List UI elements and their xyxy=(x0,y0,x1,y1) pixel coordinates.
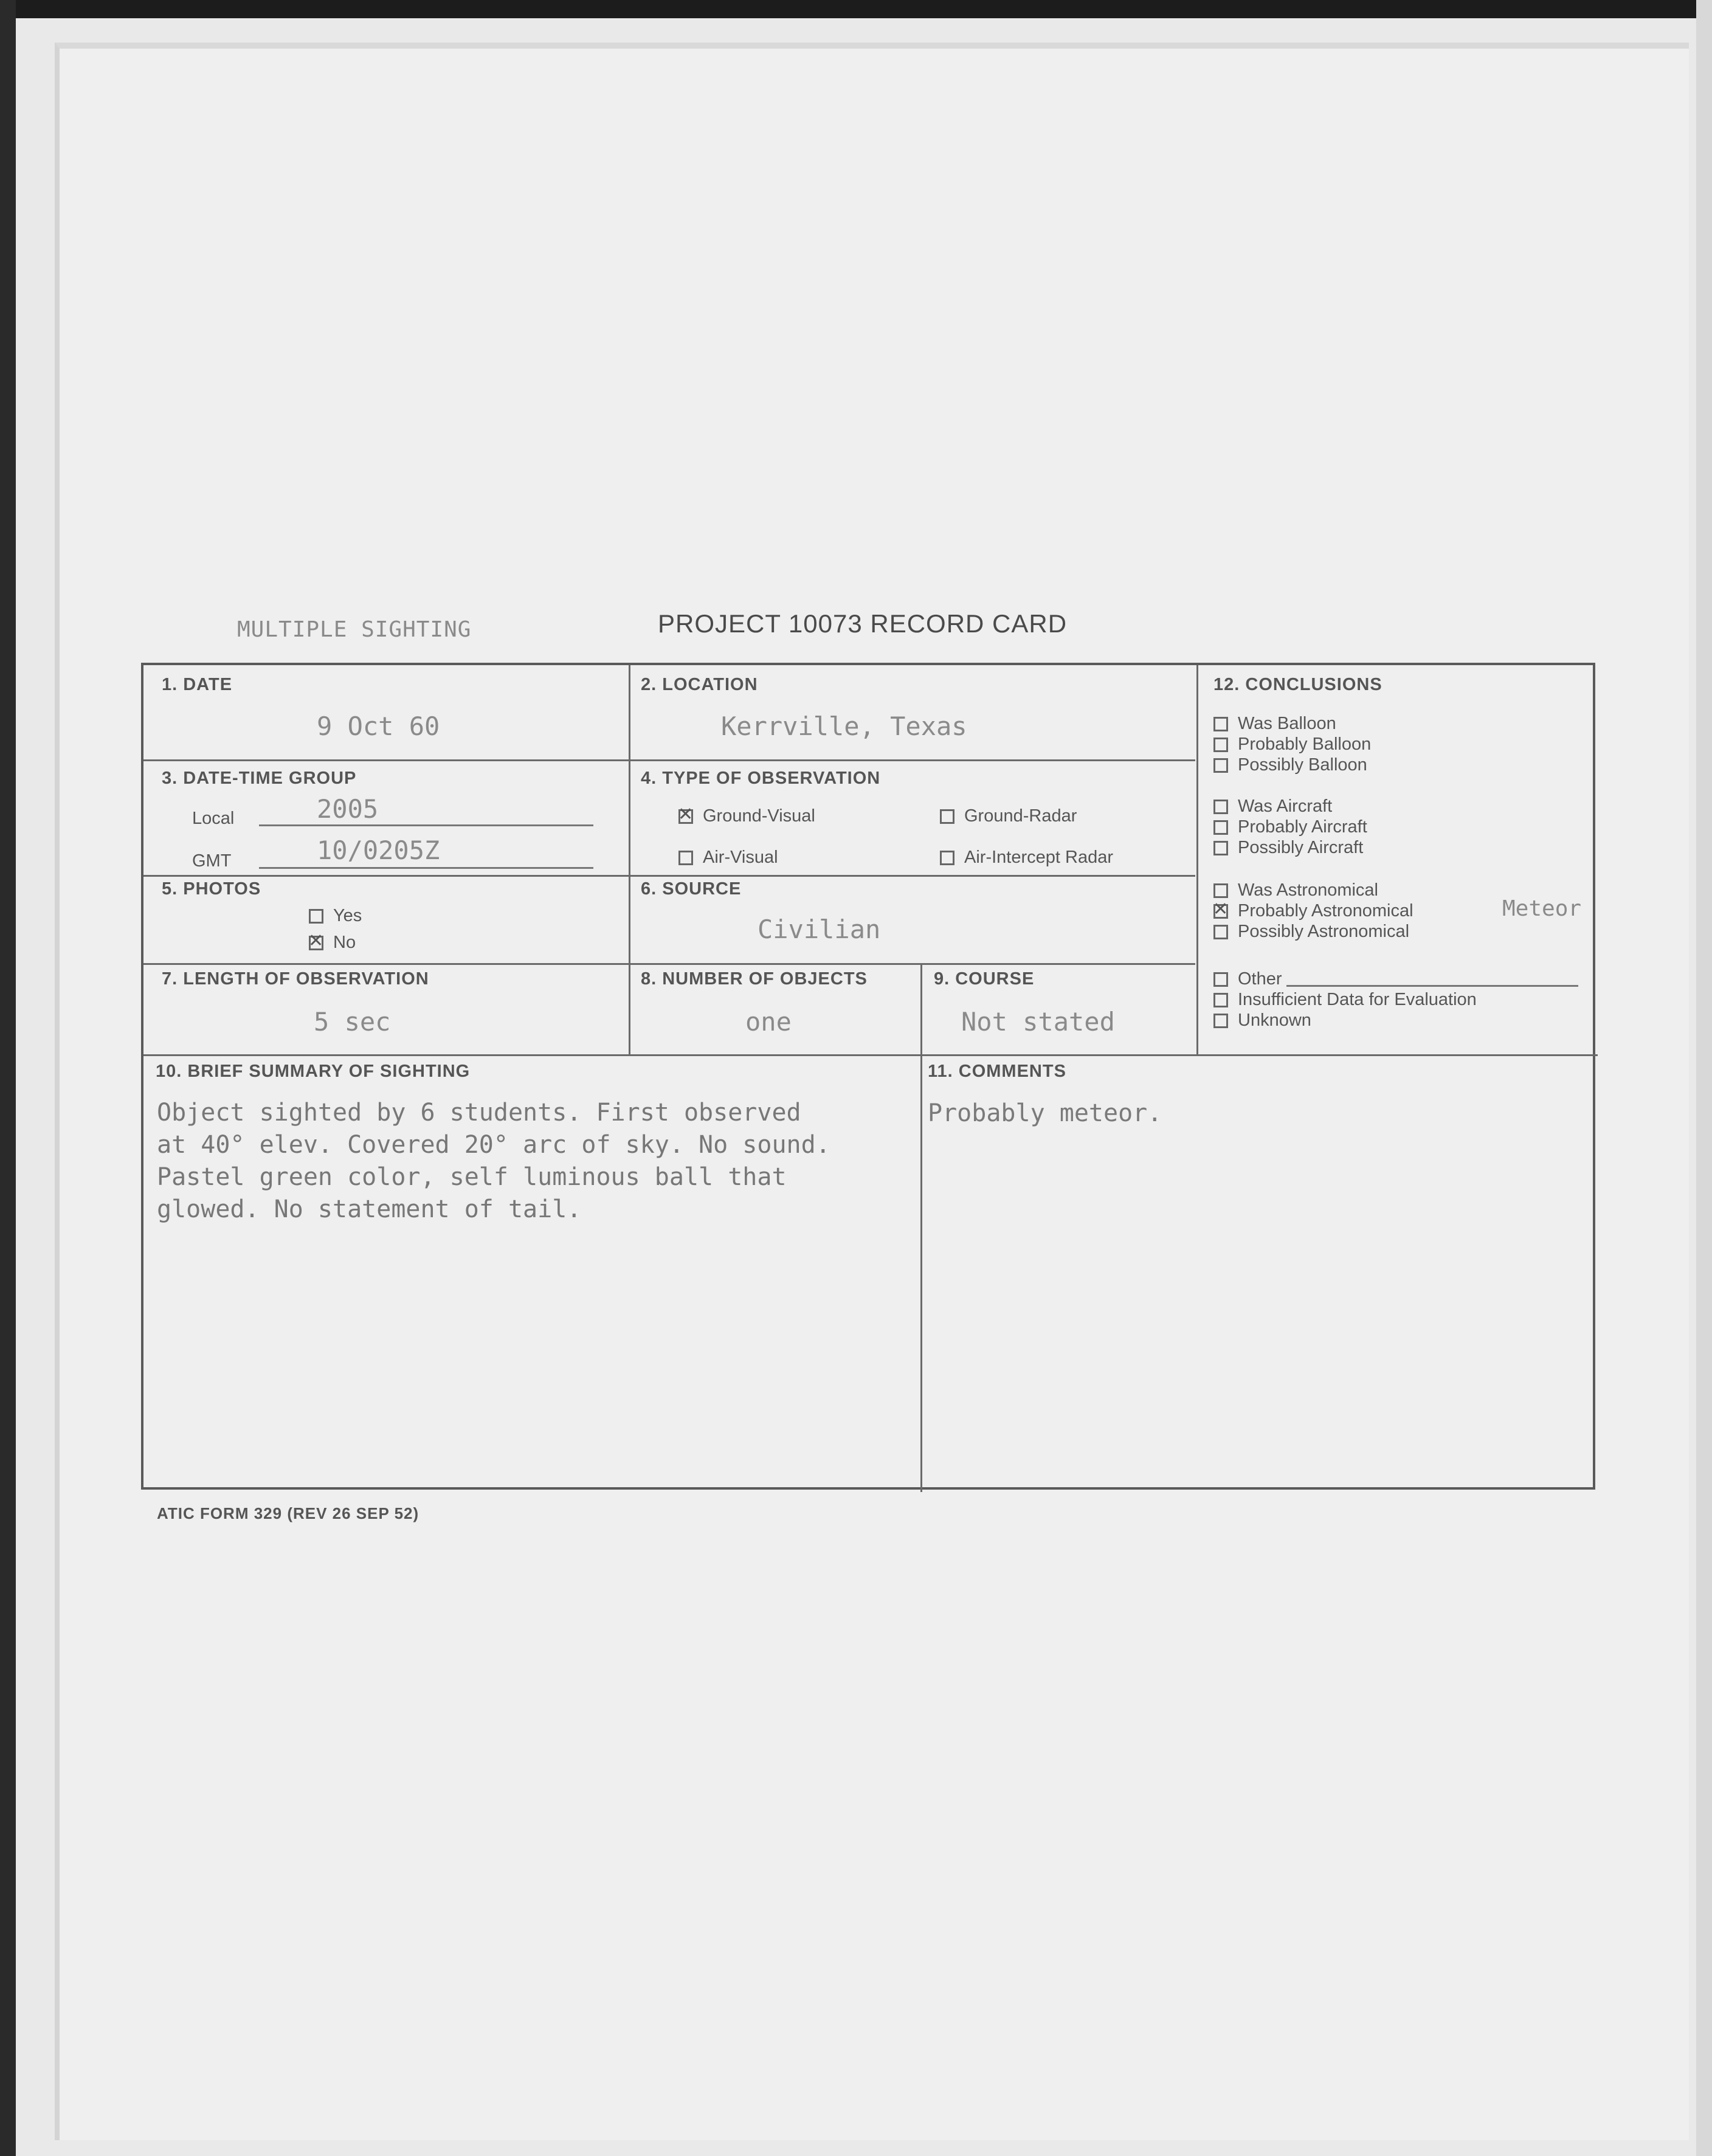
checkbox-icon xyxy=(1213,883,1228,898)
air-intercept-radar-option[interactable] xyxy=(940,848,1113,868)
multiple-sighting-note: MULTIPLE SIGHTING xyxy=(237,617,472,642)
conclusion-possibly-aircraft[interactable] xyxy=(1213,838,1363,858)
length-label: 7. LENGTH OF OBSERVATION xyxy=(162,969,429,989)
air-visual-option[interactable] xyxy=(678,848,778,868)
conclusion-label: Possibly Aircraft xyxy=(1238,838,1364,857)
conclusion-label: Was Balloon xyxy=(1238,714,1336,733)
checkbox-icon xyxy=(940,851,954,865)
checkbox-icon xyxy=(1213,717,1228,731)
ground-radar-label: Ground-Radar xyxy=(964,806,1077,826)
divider xyxy=(143,875,1195,877)
ground-visual-option[interactable] xyxy=(678,806,815,826)
conclusions-label: 12. CONCLUSIONS xyxy=(1213,675,1382,694)
photos-yes-option[interactable] xyxy=(309,906,362,926)
divider xyxy=(143,1054,1598,1056)
source-label: 6. SOURCE xyxy=(641,879,742,899)
divider xyxy=(143,759,1195,761)
checkbox-icon xyxy=(309,936,323,950)
location-value: Kerrville, Texas xyxy=(721,711,967,741)
conclusion-label: Probably Aircraft xyxy=(1238,817,1367,837)
summary-line: Pastel green color, self luminous ball that xyxy=(157,1163,787,1191)
meteor-note: Meteor xyxy=(1502,896,1582,921)
conclusion-probably-balloon[interactable] xyxy=(1213,734,1371,755)
conclusion-label: Other xyxy=(1238,969,1282,989)
record-card-title: PROJECT 10073 RECORD CARD xyxy=(658,609,1068,638)
checkbox-icon xyxy=(1213,758,1228,773)
objects-value: one xyxy=(745,1007,792,1037)
photos-yes-label: Yes xyxy=(333,906,362,925)
location-label: 2. LOCATION xyxy=(641,675,758,694)
conclusion-label: Was Astronomical xyxy=(1238,880,1378,900)
conclusion-was-astronomical[interactable] xyxy=(1213,880,1378,900)
course-value: Not stated xyxy=(961,1007,1115,1037)
conclusion-probably-aircraft[interactable] xyxy=(1213,817,1367,837)
conclusion-label: Possibly Astronomical xyxy=(1238,922,1410,941)
course-label: 9. COURSE xyxy=(934,969,1035,989)
local-time-value: 2005 xyxy=(317,794,379,824)
gmt-value: 10/0205Z xyxy=(317,835,440,865)
summary-line: glowed. No statement of tail. xyxy=(157,1195,582,1223)
photos-no-label: No xyxy=(333,933,356,952)
conclusion-unknown[interactable] xyxy=(1213,1011,1311,1031)
photos-no-option[interactable] xyxy=(309,933,356,953)
other-underline xyxy=(1286,985,1578,987)
observation-type-label: 4. TYPE OF OBSERVATION xyxy=(641,769,881,788)
checkbox-icon xyxy=(1213,841,1228,855)
conclusion-insufficient-data[interactable] xyxy=(1213,990,1477,1010)
length-value: 5 sec xyxy=(314,1007,391,1037)
conclusion-label: Insufficient Data for Evaluation xyxy=(1238,990,1477,1009)
ground-visual-label: Ground-Visual xyxy=(703,806,815,826)
photos-label: 5. PHOTOS xyxy=(162,879,261,899)
date-value: 9 Oct 60 xyxy=(317,711,440,741)
checkbox-icon xyxy=(1213,738,1228,752)
checkbox-icon xyxy=(1213,972,1228,987)
checkbox-icon xyxy=(678,851,693,865)
divider xyxy=(920,963,922,1492)
conclusion-was-aircraft[interactable] xyxy=(1213,796,1332,817)
conclusion-label: Probably Balloon xyxy=(1238,734,1372,754)
local-time-label: Local xyxy=(192,809,235,828)
summary-line: Object sighted by 6 students. First observed xyxy=(157,1099,801,1127)
record-card xyxy=(141,663,1595,1490)
source-value: Civilian xyxy=(758,914,881,944)
checkbox-icon xyxy=(309,909,323,924)
conclusion-possibly-balloon[interactable] xyxy=(1213,755,1367,775)
conclusion-label: Possibly Balloon xyxy=(1238,755,1367,775)
summary-line: at 40° elev. Covered 20° arc of sky. No sound. xyxy=(157,1131,830,1159)
gmt-underline xyxy=(259,867,593,869)
film-border-top xyxy=(0,0,1712,18)
film-border-left xyxy=(0,0,16,2156)
conclusion-was-balloon[interactable] xyxy=(1213,714,1336,734)
summary-text xyxy=(157,1097,830,1226)
checkbox-icon xyxy=(1213,800,1228,814)
film-border-right xyxy=(1696,0,1712,2156)
checkbox-icon xyxy=(1213,925,1228,939)
divider xyxy=(1196,665,1198,1054)
conclusion-possibly-astronomical[interactable] xyxy=(1213,922,1409,942)
divider xyxy=(629,665,630,1054)
checkbox-icon xyxy=(1213,820,1228,835)
air-intercept-radar-label: Air-Intercept Radar xyxy=(964,848,1113,867)
divider xyxy=(143,963,1195,965)
comments-label: 11. COMMENTS xyxy=(928,1062,1066,1081)
conclusion-label: Was Aircraft xyxy=(1238,796,1333,816)
dtg-label: 3. DATE-TIME GROUP xyxy=(162,769,357,788)
checkbox-icon xyxy=(1213,904,1228,919)
comments-value: Probably meteor. xyxy=(928,1099,1162,1127)
checkbox-icon xyxy=(940,809,954,824)
local-underline xyxy=(259,824,593,826)
form-number: ATIC FORM 329 (REV 26 SEP 52) xyxy=(157,1504,419,1522)
checkbox-icon xyxy=(678,809,693,824)
conclusion-label: Probably Astronomical xyxy=(1238,901,1413,921)
gmt-label: GMT xyxy=(192,851,232,871)
date-label: 1. DATE xyxy=(162,675,233,694)
checkbox-icon xyxy=(1213,1014,1228,1028)
summary-label: 10. BRIEF SUMMARY OF SIGHTING xyxy=(156,1062,471,1081)
conclusion-label: Unknown xyxy=(1238,1011,1311,1030)
conclusion-other[interactable] xyxy=(1213,969,1282,989)
air-visual-label: Air-Visual xyxy=(703,848,778,867)
conclusion-probably-astronomical[interactable] xyxy=(1213,901,1413,921)
objects-label: 8. NUMBER OF OBJECTS xyxy=(641,969,868,989)
checkbox-icon xyxy=(1213,993,1228,1007)
ground-radar-option[interactable] xyxy=(940,806,1077,826)
